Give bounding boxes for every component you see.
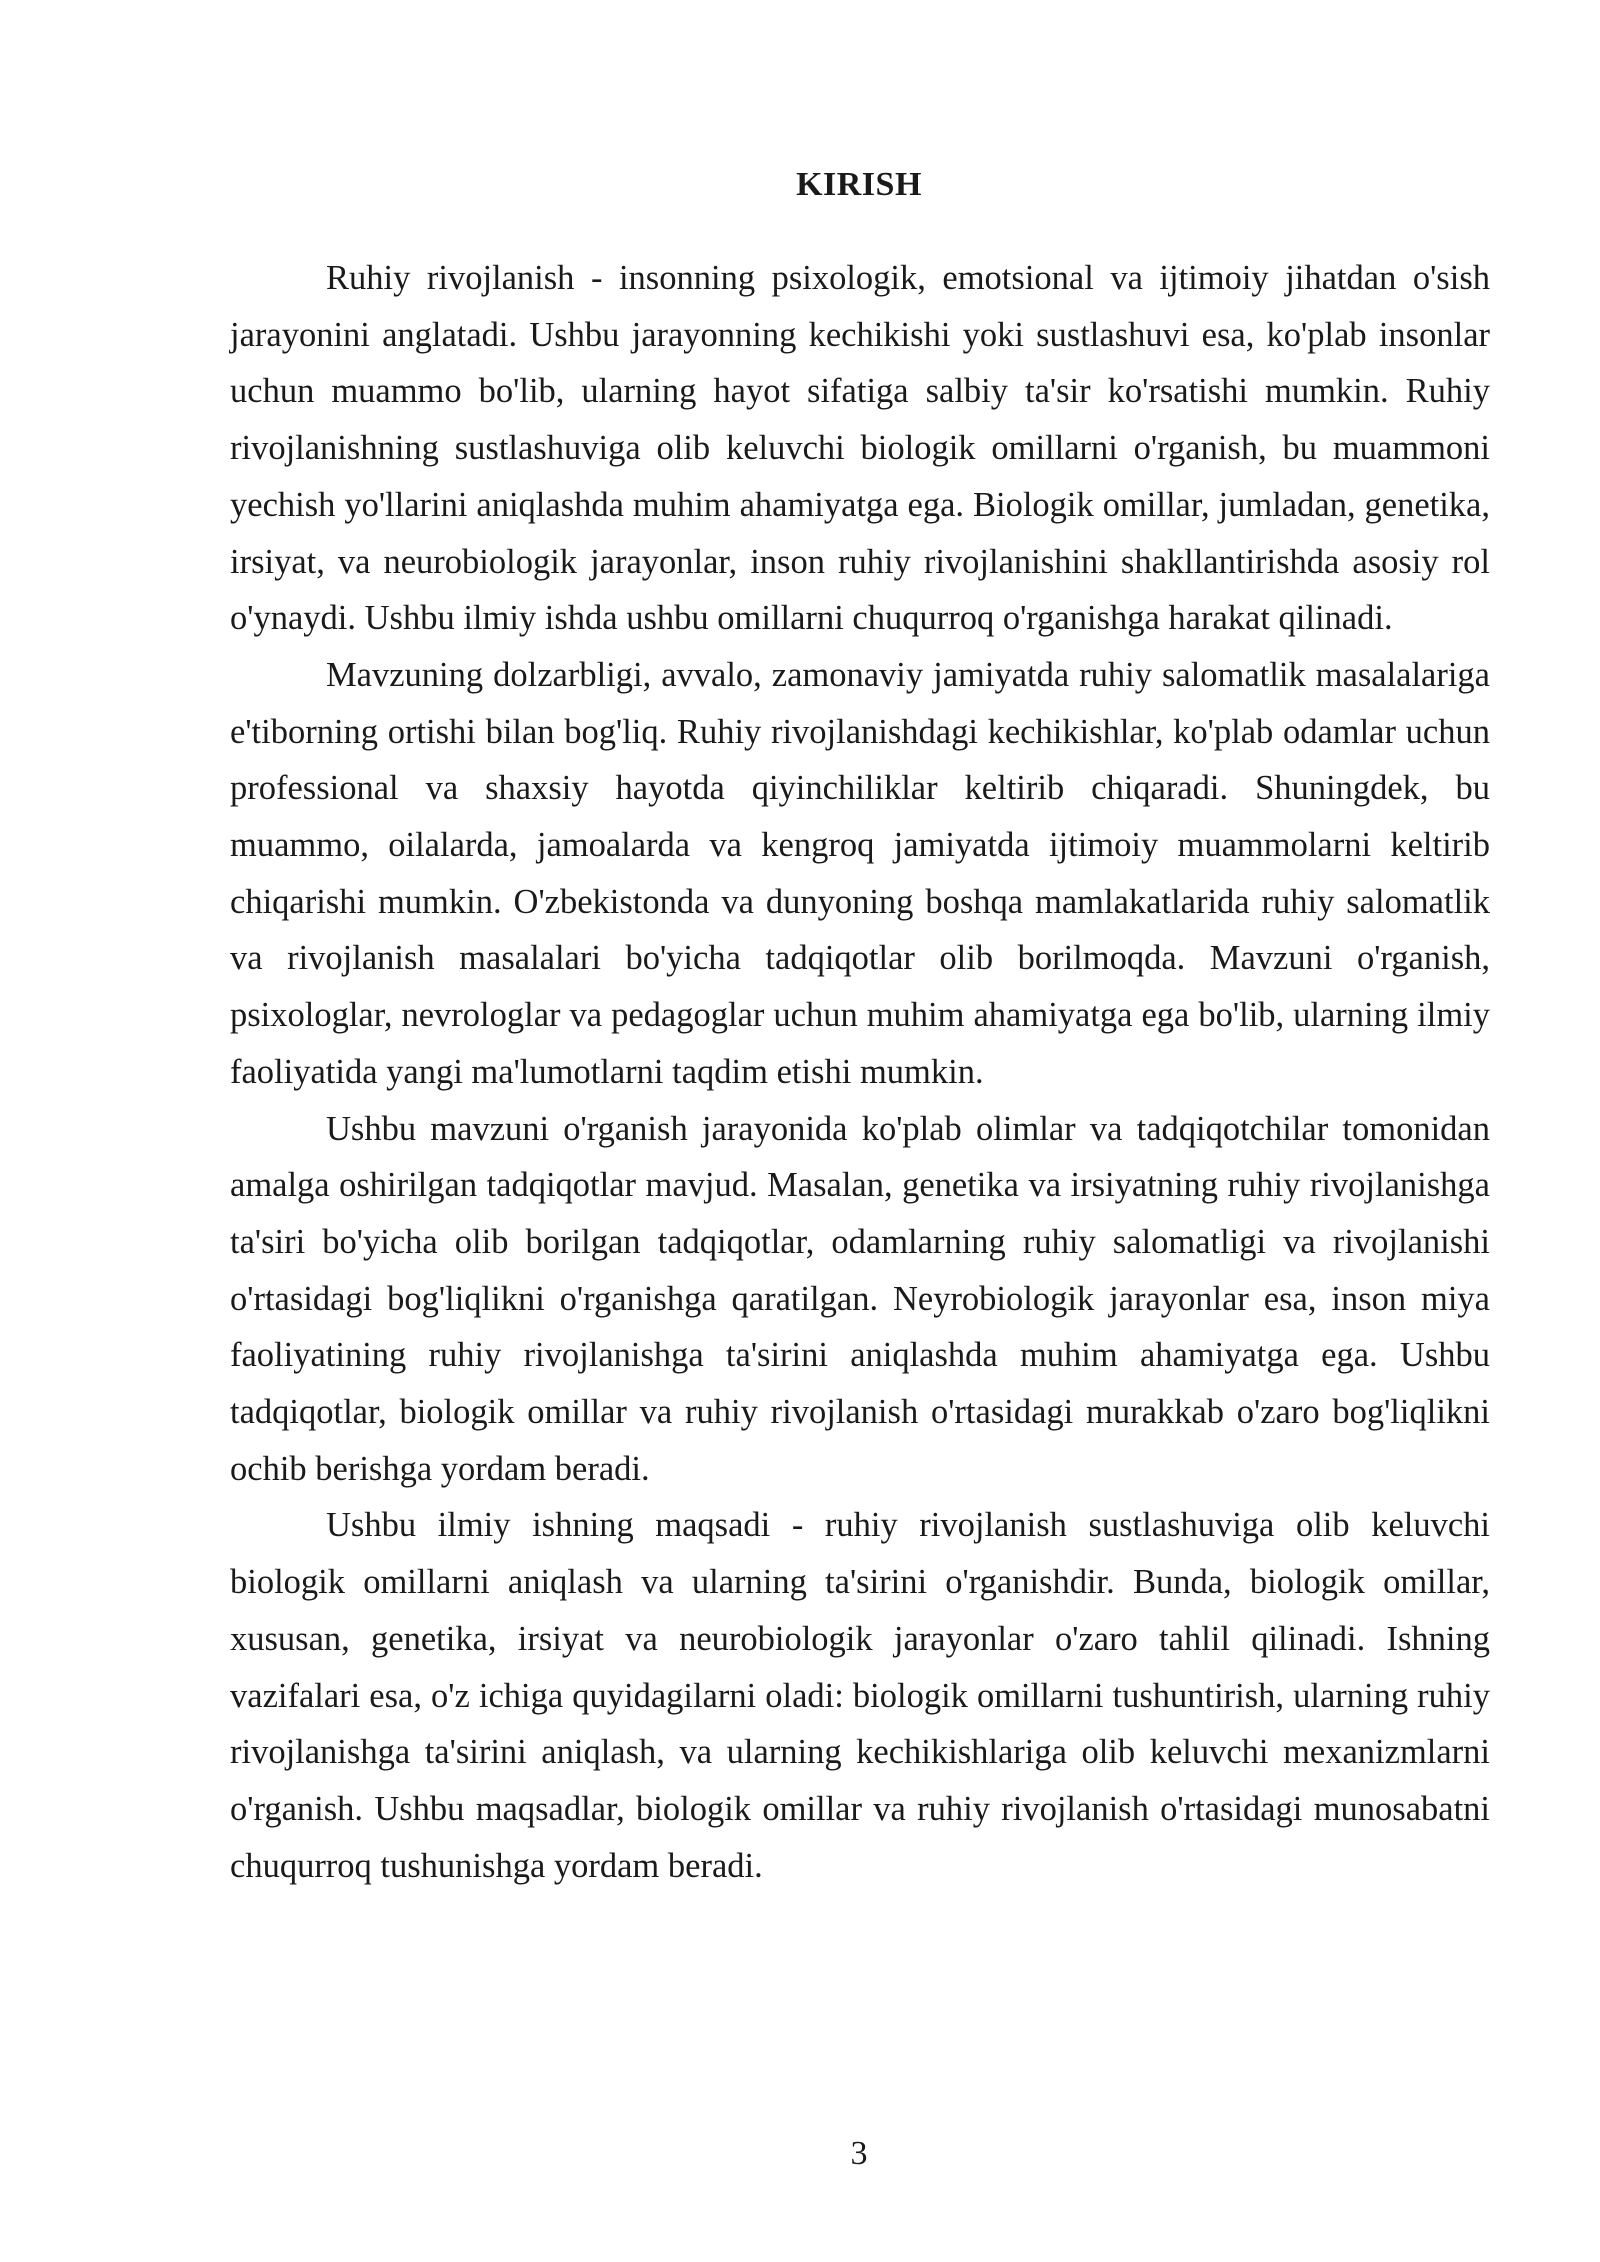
page-number: 3 xyxy=(850,2135,868,2172)
paragraph-introduction: Ruhiy rivojlanish - insonning psixologik, emotsional va ijtimoiy jihatdan o'sish jarayonini anglatadi. Ushbu jarayonning kechikishi yoki sustlashuvi esa, ko'plab insonlar uchun muammo bo'lib, ularning hayot sifatiga salbiy ta'sir ko'rsatishi mumkin. Ruhiy rivojlanishning sustlashuviga olib keluvchi biologik omillarni o'rganish, bu muammoni yechish yo'llarini aniqlashda muhim ahamiyatga ega. Biologik omillar, jumladan, genetika, irsiyat, va neurobiologik jarayonlar, inson ruhiy rivojlanishini shakllantirishda asosiy rol o'ynaydi. Ushbu ilmiy ishda ushbu omillarni chuqurroq o'rganishga harakat qilinadi. xyxy=(230,259,1490,638)
body-text xyxy=(230,250,1490,1894)
paragraph-objectives: Ushbu ilmiy ishning maqsadi - ruhiy rivojlanish sustlashuviga olib keluvchi biologik omillarni aniqlash va ularning ta'sirini o'rganishdir. Bunda, biologik omillar, xususan, genetika, irsiyat va neurobiologik jarayonlar o'zaro tahlil qilinadi. Ishning vazifalari esa, o'z ichiga quyidagilarni oladi: biologik omillarni tushuntirish, ularning ruhiy rivojlanishga ta'sirini aniqlash, va ularning kechikishlariga olib keluvchi mexanizmlarni o'rganish. Ushbu maqsadlar, biologik omillar va ruhiy rivojlanish o'rtasidagi munosabatni chuqurroq tushunishga yordam beradi. xyxy=(230,1506,1490,1885)
section-title: KIRISH xyxy=(796,166,922,203)
paragraph-prior-research: Ushbu mavzuni o'rganish jarayonida ko'plab olimlar va tadqiqotchilar tomonidan amalga oshirilgan tadqiqotlar mavjud. Masalan, genetika va irsiyatning ruhiy rivojlanishga ta'siri bo'yicha olib borilgan tadqiqotlar, odamlarning ruhiy salomatligi va rivojlanishi o'rtasidagi bog'liqlikni o'rganishga qaratilgan. Neyrobiologik jarayonlar esa, inson miya faoliyatining ruhiy rivojlanishga ta'sirini aniqlashda muhim ahamiyatga ega. Ushbu tadqiqotlar, biologik omillar va ruhiy rivojlanish o'rtasidagi murakkab o'zaro bog'liqlikni ochib berishga yordam beradi. xyxy=(230,1109,1490,1488)
paragraph-relevance: Mavzuning dolzarbligi, avvalo, zamonaviy jamiyatda ruhiy salomatlik masalalariga e'tiborning ortishi bilan bog'liq. Ruhiy rivojlanishdagi kechikishlar, ko'plab odamlar uchun professional va shaxsiy hayotda qiyinchiliklar keltirib chiqaradi. Shuningdek, bu muammo, oilalarda, jamoalarda va kengroq jamiyatda ijtimoiy muammolarni keltirib chiqarishi mumkin. O'zbekistonda va dunyoning boshqa mamlakatlarida ruhiy salomatlik va rivojlanish masalalari bo'yicha tadqiqotlar olib borilmoqda. Mavzuni o'rganish, psixologlar, nevrologlar va pedagoglar uchun muhim ahamiyatga ega bo'lib, ularning ilmiy faoliyatida yangi ma'lumotlarni taqdim etishi mumkin. xyxy=(230,655,1490,1091)
